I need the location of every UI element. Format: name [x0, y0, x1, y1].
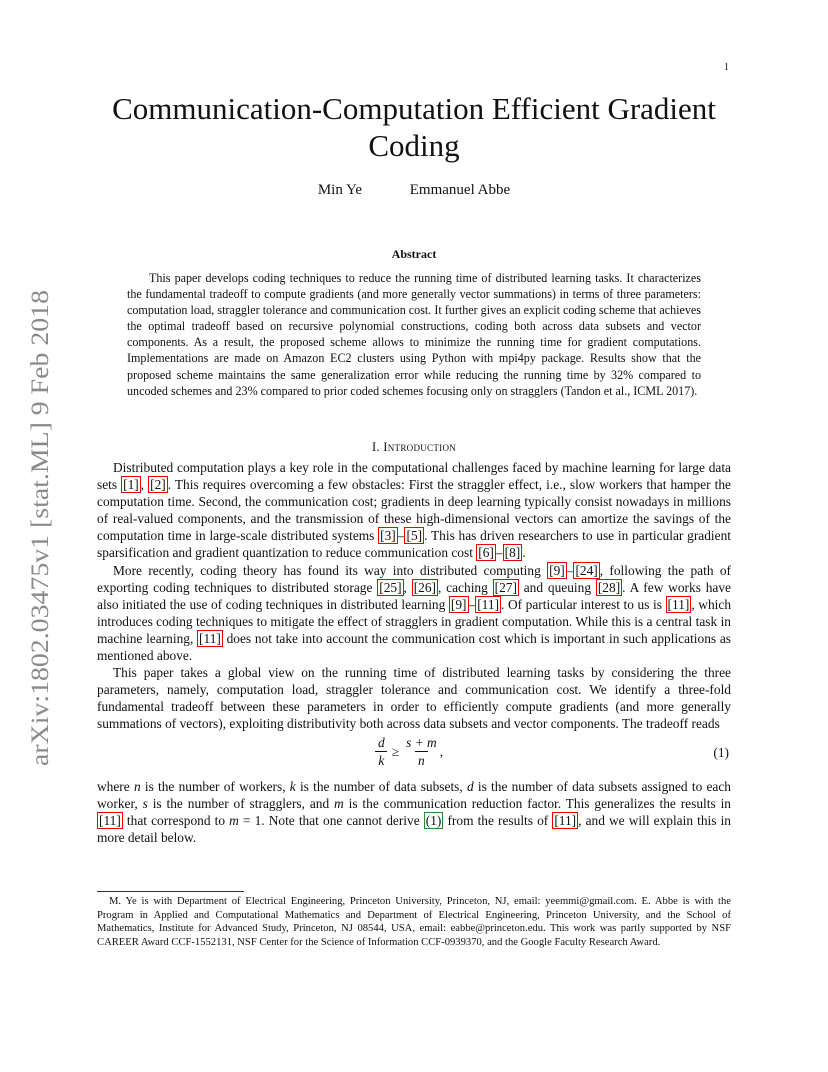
paragraph-text: . [522, 545, 526, 561]
math-variable: s [142, 795, 148, 811]
citation-link[interactable]: [11] [667, 596, 690, 612]
paragraph [97, 459, 731, 562]
arxiv-stamp-text: arXiv:1802.03475v1 [stat.ML] 9 Feb 2018 [27, 338, 54, 766]
citation-link[interactable]: [27] [494, 579, 517, 595]
citation-link[interactable]: [24] [575, 562, 598, 578]
paragraph-text: Distributed computation plays a key role in the computational challenges faced by machine learning for large data sets [97, 460, 731, 493]
paragraph-text: is the number of stragglers, and [147, 795, 335, 811]
paragraph-text: where [97, 778, 134, 794]
math-variable: m [229, 812, 239, 828]
equation-tradeoff [97, 734, 731, 774]
paragraph-text: . Of particular interest to us is [501, 596, 666, 612]
section-title: Introduction [383, 440, 457, 454]
paragraph-text: that correspond to [122, 812, 230, 828]
citation-link[interactable]: [26] [413, 579, 437, 595]
arxiv-identifier-stamp [8, 290, 58, 770]
equation-trailing-punctuation: , [439, 743, 444, 759]
paragraph-text: – [397, 528, 405, 544]
paragraph-text: – [566, 562, 574, 578]
citation-link[interactable]: [11] [199, 630, 221, 646]
citation-link[interactable]: [11] [477, 596, 500, 612]
page-number: 1 [724, 62, 729, 73]
relation-symbol: ≥ [391, 743, 400, 759]
math-variable: n [133, 778, 141, 794]
paragraph-text: is the number of workers, [140, 778, 290, 794]
citation-link[interactable]: [6] [478, 545, 494, 561]
fraction-numerator: s + m [406, 734, 437, 750]
paragraph-text: – [495, 545, 503, 561]
citation-link[interactable]: [1] [123, 477, 139, 493]
paragraph-text: . A few works have also initiated the use of coding techniques in distributed learning [97, 579, 731, 612]
citation-link[interactable]: [9] [549, 562, 565, 578]
paragraph-text: More recently, coding theory has found its way into distributed computing [113, 562, 548, 578]
citation-link[interactable]: [5] [406, 528, 423, 544]
math-variable: d [466, 778, 474, 794]
author-list [100, 182, 728, 199]
author-name: Emmanuel Abbe [409, 182, 511, 198]
paragraph-text: , [140, 477, 149, 493]
citation-link[interactable]: [11] [554, 812, 577, 828]
citation-link[interactable]: [28] [597, 579, 621, 595]
equation-body [375, 734, 443, 769]
paragraph-text: does not take into account the communication cost which is important in such applications as mentioned above. [97, 630, 731, 664]
citation-link[interactable]: [11] [99, 812, 121, 828]
paragraph-text: , following the path of exporting coding techniques to distributed storage [97, 562, 731, 595]
equation-reference-link[interactable]: (1) [425, 812, 442, 828]
paragraph-text: and queuing [518, 579, 596, 595]
section-number: I. [371, 440, 380, 454]
paragraph-text: . This requires overcoming a few obstacles: First the straggler effect, i.e., slow workers that hamper the computation time. Second, the communication cost; gradients in deep learning typically consist nowadays in millions of real-valued components, and the transmission of these high-dimensional vectors can amortize the savings of the computation time in large-scale distributed systems [97, 477, 731, 544]
fraction-numerator: d [378, 734, 385, 750]
citation-link[interactable]: [9] [450, 596, 467, 612]
paragraph-text: from the results of [443, 812, 553, 828]
footnote: M. Ye is with Department of Electrical Engineering, Princeton University, Princeton, NJ, email: yeemmi@gmail.com. E. Abbe is with the Program in Applied and Computational Mathematics and Department of Electrical Engineering, Princeton University, and the School of Mathematics, Institute for Advanced Study, Princeton, NJ 08544, USA, email: eabbe@princeton.edu. This work was partly supported by NSF CAREER Award CCF-1552131, NSF Center for the Science of Information CCF-0939370, and the Google Faculty Research Award. [97, 896, 731, 948]
citation-link[interactable]: [3] [380, 528, 396, 544]
introduction-body [97, 459, 731, 846]
paragraph: This paper takes a global view on the running time of distributed learning tasks by considering the three parameters, namely, computation load, straggler tolerance and communication cost. We identify a three-fold fundamental tradeoff between these parameters in order to efficiently compute gradients (and more generally summations of vectors), exploiting distributivity both across data subsets and vector components. The tradeoff reads [97, 665, 731, 732]
section-heading [100, 440, 728, 455]
paragraph-text: , and we will explain this in more detail below. [97, 812, 731, 845]
abstract-heading: Abstract [391, 247, 437, 261]
fraction-denominator: k [375, 751, 387, 769]
fraction-rhs [403, 734, 440, 769]
paragraph-text: is the number of data subsets, [295, 778, 467, 794]
author-name: Min Ye [317, 182, 363, 198]
equation-number: (1) [713, 744, 729, 760]
paragraph-text: , [403, 579, 412, 595]
paragraph-text: . This has driven researchers to use in particular gradient sparsification and gradient quantization to reduce communication cost [97, 528, 731, 561]
paragraph-text: – [468, 596, 476, 612]
citation-link[interactable]: [2] [150, 477, 166, 493]
fraction-lhs [375, 734, 388, 769]
paragraph-text: is the communication reduction factor. This generalizes the results in [343, 795, 731, 811]
math-variable: m [334, 795, 344, 811]
paragraph-text: = 1. Note that one cannot derive [238, 812, 424, 828]
fraction-denominator: n [415, 751, 428, 769]
paragraph-text: , caching [438, 579, 493, 595]
paragraph-text: is the number of data subsets assigned to each worker, [97, 778, 732, 811]
citation-link[interactable]: [8] [504, 545, 521, 561]
footnote-divider [97, 891, 244, 892]
paragraph [97, 778, 731, 846]
citation-link[interactable]: [25] [379, 579, 402, 595]
paragraph [97, 562, 731, 665]
paper-title: Communication-Computation Efficient Gradient Coding [112, 91, 716, 163]
math-variable: k [289, 778, 296, 794]
paragraph-text: , which introduces coding techniques to mitigate the effect of stragglers in gradient computation. While this is a central task in machine learning, [97, 596, 732, 646]
abstract-text: This paper develops coding techniques to reduce the running time of distributed learning tasks. It characterizes the fundamental tradeoff to compute gradients (and more generally vector summations) in terms of three parameters: computation load, straggler tolerance and communication cost. It further gives an explicit coding scheme that achieves the optimal tradeoff based on recursive polynomial constructions, coding both across data subsets and vector components. As a result, the proposed scheme allows to minimize the running time for gradient computations. Implementations are made on Amazon EC2 clusters using Python with mpi4py package. Results show that the proposed scheme maintains the same generalization error while reducing the running time by 32% compared to uncoded schemes and 23% compared to prior coded schemes focusing only on stragglers (Tandon et al., ICML 2017). [127, 271, 701, 398]
